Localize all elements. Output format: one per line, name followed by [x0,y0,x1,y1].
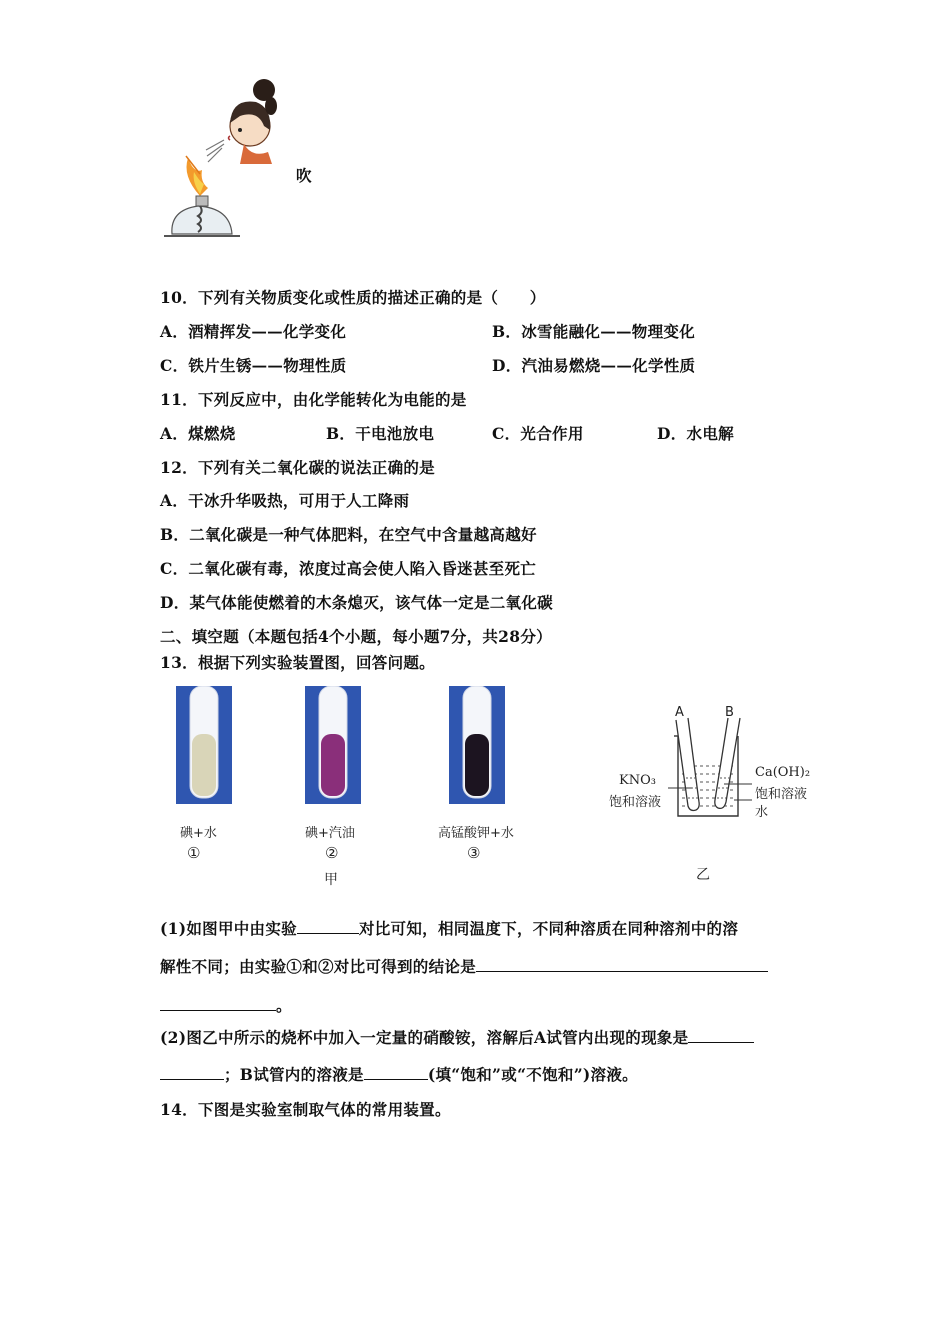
blank-3[interactable] [688,1028,754,1043]
q10-stem: 10．下列有关物质变化或性质的描述正确的是（ ） [160,288,546,307]
q13-part1-line1 [160,917,738,939]
caoh2-solution-label: 饱和溶液 [755,787,808,802]
q13-p2-text-c: (填“饱和”或“不饱和”)溶液。 [427,1065,638,1084]
figure-yi-caption: 乙 [696,867,710,883]
water-label: 水 [755,805,769,820]
q12-option-a: A．干冰升华吸热，可用于人工降雨 [160,491,410,510]
tube-1-label: 碘+水 [180,826,217,841]
q14-stem: 14．下图是实验室制取气体的常用装置。 [160,1100,451,1119]
q12-option-b: B．二氧化碳是一种气体肥料，在空气中含量越高越好 [160,525,537,544]
q10-option-d: D．汽油易燃烧——化学性质 [492,356,696,375]
q11-option-c: C．光合作用 [492,424,584,443]
q11-option-b: B．干电池放电 [326,424,435,443]
tube-b-label: B [725,705,734,720]
kno3-solution-label: 饱和溶液 [609,795,662,810]
q11-option-d: D．水电解 [657,424,734,443]
q11-stem: 11．下列反应中，由化学能转化为电能的是 [160,390,467,409]
blank-1[interactable] [297,919,359,934]
kno3-label: KNO₃ [619,773,656,788]
tube-3-label: 高锰酸钾+水 [438,826,514,841]
q10-option-a: A．酒精挥发——化学变化 [160,322,347,341]
blowing-lamp-figure [160,78,280,253]
test-tube-3 [449,686,505,804]
figure-jia-caption: 甲 [324,872,338,888]
q12-stem: 12．下列有关二氧化碳的说法正确的是 [160,458,435,477]
blank-2[interactable] [476,957,768,972]
tube-2-label: 碘+汽油 [305,826,355,841]
tube-2-number: ② [325,844,339,862]
q13-p1-text-a: (1)如图甲中由实验 [160,919,297,938]
q13-part2-line1 [160,1026,754,1048]
q13-part1-line2 [160,955,768,977]
q13-part2-line2 [160,1063,638,1085]
q13-p1-text-b: 对比可知，相同温度下，不同种溶质在同种溶剂中的溶 [358,919,739,938]
tube-1-number: ① [187,844,201,862]
tube-2-liquid [321,734,345,796]
q12-option-c: C．二氧化碳有毒，浓度过高会使人陷入昏迷甚至死亡 [160,559,537,578]
tube-3-number: ③ [467,844,481,862]
blank-2-continued[interactable] [160,996,276,1011]
tube-1-liquid [192,734,216,796]
q13-stem: 13．根据下列实验装置图，回答问题。 [160,653,435,672]
q13-p1-text-c: 解性不同；由实验①和②对比可得到的结论是 [160,957,477,976]
figure-caption-blow: 吹 [296,166,312,185]
q13-p1-text-d: 。 [276,996,292,1015]
blank-4[interactable] [364,1065,428,1080]
q12-option-d: D．某气体能使燃着的木条熄灭，该气体一定是二氧化碳 [160,593,553,612]
q10-option-c: C．铁片生锈——物理性质 [160,356,347,375]
q11-option-a: A．煤燃烧 [160,424,236,443]
q13-p2-text-a: (2)图乙中所示的烧杯中加入一定量的硝酸铵，溶解后A试管内出现的现象是 [160,1028,689,1047]
q10-option-b: B．冰雪能融化——物理变化 [492,322,696,341]
tube-3-liquid [465,734,489,796]
q13-part1-line3 [160,994,292,1016]
q13-p2-text-b: ；B试管内的溶液是 [224,1065,364,1084]
caoh2-label: Ca(OH)₂ [755,765,811,780]
test-tube-2 [305,686,361,804]
section-2-heading: 二、填空题（本题包括4个小题，每小题7分，共28分） [160,627,552,646]
test-tube-1 [176,686,232,804]
blank-3-continued[interactable] [160,1065,224,1080]
tube-a-label: A [675,705,684,720]
